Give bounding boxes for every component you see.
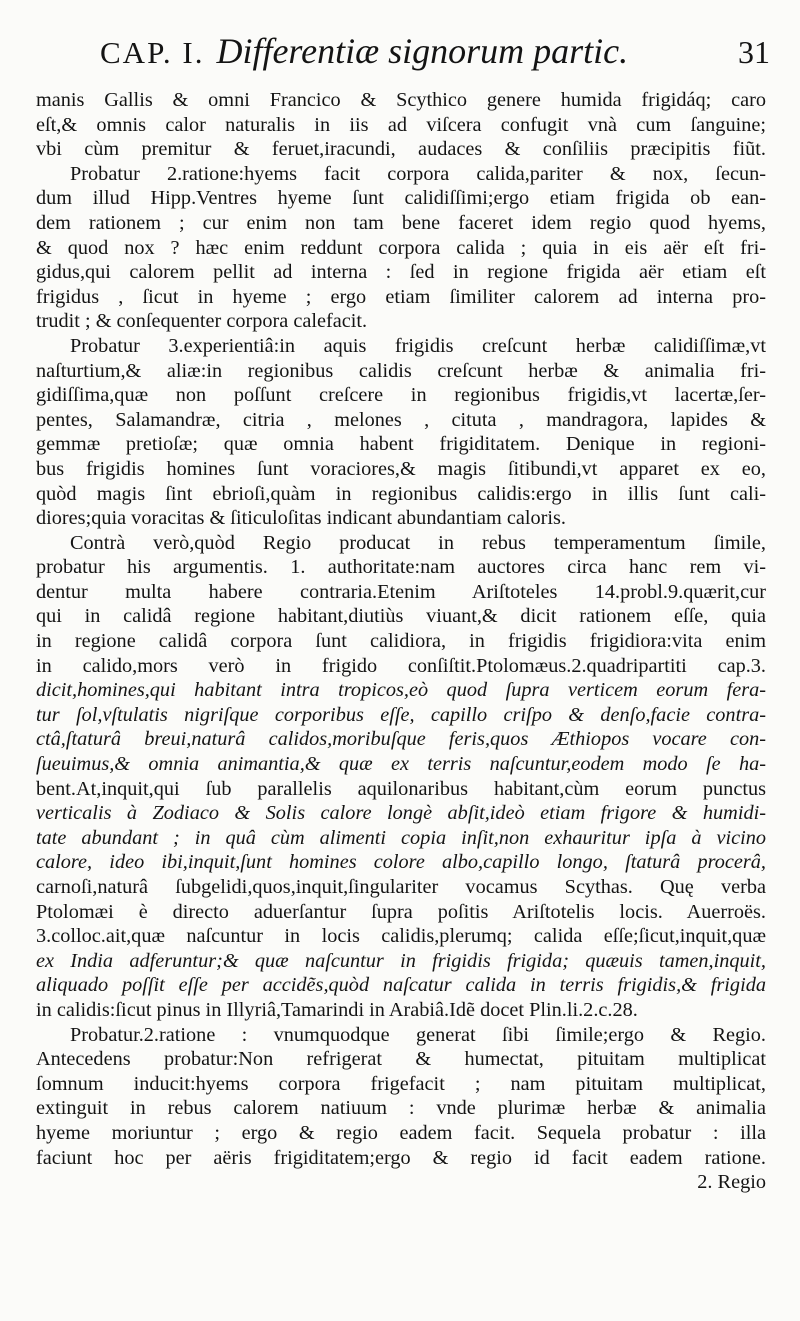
text-line: qui in calidâ regione habitant,diutiùs viuant,& dicit rationem eſſe, quia bbox=[36, 605, 766, 628]
text-line: in regione calidâ corpora ſunt calidiora, in frigidis frigidiora:vita enim bbox=[36, 630, 766, 653]
text-line: Probatur.2.ratione : vnumquodque generat ſibi ſimile;ergo & Regio. bbox=[70, 1023, 766, 1046]
text-line: dicit,homines,qui habitant intra tropicos,eò quod ſupra verticem eorum fera- bbox=[36, 679, 766, 702]
chapter-label: CAP. I. bbox=[100, 35, 205, 70]
text-line: diores;quia voracitas & ſiticuloſitas indicant abundantiam caloris. bbox=[36, 507, 566, 530]
text-line: gemmæ pretioſæ; quæ omnia habent frigiditatem. Denique in regioni- bbox=[36, 433, 766, 456]
text-line: in calido,mors verò in frigido conſiſtit.Ptolomæus.2.quadripartiti cap.3. bbox=[36, 654, 766, 677]
text-line: hyeme moriuntur ; ergo & regio eadem facit. Sequela probatur : illa bbox=[36, 1121, 766, 1144]
text-line: Probatur 2.ratione:hyems facit corpora calida,pariter & nox, ſecun- bbox=[70, 162, 766, 185]
text-line: probatur his argumentis. 1. authoritate:nam auctores circa hanc rem vi- bbox=[36, 556, 766, 579]
text-line: eſt,& omnis calor naturalis in iis ad viſcera confugit vnà cum ſanguine; bbox=[36, 113, 766, 136]
body-text bbox=[36, 88, 766, 1195]
text-line: tate abundant ; in quâ cùm alimenti copia inſit,non exhauritur ipſa à vicino bbox=[36, 826, 766, 849]
text-line: carnoſi,naturâ ſubgelidi,quos,inquit,ſingulariter vocamus Scythas. Quę verba bbox=[36, 876, 766, 898]
text-line: calore, ideo ibi,inquit,ſunt homines colore albo,capillo longo, ſtaturâ procerâ, bbox=[36, 851, 766, 874]
text-line: extinguit in rebus calorem natiuum : vnde plurimæ herbæ & animalia bbox=[36, 1097, 766, 1120]
text-line: 3.colloc.ait,quæ naſcuntur in locis calidis,plerumq; calida eſſe;ſicut,inquit,quæ bbox=[36, 925, 766, 948]
text-line: trudit ; & conſequenter corpora calefacit. bbox=[36, 310, 368, 333]
running-title: Differentiæ signorum partic. bbox=[216, 31, 629, 71]
text-line: verticalis à Zodiaco & Solis calore longè abſit,ideò etiam frigore & humidi- bbox=[36, 802, 766, 825]
text-line: faciunt hoc per aëris frigiditatem;ergo & regio id facit eadem ratione. bbox=[36, 1146, 766, 1169]
text-line: dentur multa habere contraria.Etenim Ariſtoteles 14.probl.9.quærit,cur bbox=[36, 580, 766, 603]
text-line: bent.At,inquit,qui ſub parallelis aquilonaribus habitant,cùm eorum punctus bbox=[36, 777, 766, 800]
text-line: manis Gallis & omni Francico & Scythico genere humida frigidáq; caro bbox=[36, 89, 766, 111]
catchword: 2. Regio bbox=[697, 1171, 766, 1194]
text-line: tur ſol,vſtulatis nigriſque corporibus eſſe, capillo criſpo & denſo,facie contra- bbox=[36, 703, 766, 726]
text-line: Probatur 3.experientiâ:in aquis frigidis creſcunt herbæ calidiſſimæ,vt bbox=[70, 334, 766, 357]
text-line: gidiſſima,quæ non poſſunt creſcere in regionibus frigidis,vt lacertæ,ſer- bbox=[36, 384, 766, 407]
text-line: frigidus , ſicut in hyeme ; ergo etiam ſimiliter calorem ad interna pro- bbox=[36, 285, 766, 308]
text-line: in calidis:ſicut pinus in Illyriâ,Tamarindi in Arabiâ.Idẽ docet Plin.li.2.c.28. bbox=[36, 998, 638, 1021]
text-line: ctâ,ſtaturâ breui,naturâ calidos,moribuſque feris,quos Æthiopos vocare con- bbox=[36, 728, 766, 751]
text-line: gidus,qui calorem pellit ad interna : ſed in regione frigida aër etiam eſt bbox=[36, 261, 766, 284]
running-header bbox=[100, 30, 770, 80]
text-line: ſomnum inducit:hyems corpora frigefacit ; nam pituitam multiplicat, bbox=[36, 1072, 766, 1095]
text-line: vbi cùm premitur & feruet,iracundi, audaces & conſiliis præcipitis fiũt. bbox=[36, 138, 766, 161]
text-line: Antecedens probatur:Non refrigerat & humectat, pituitam multiplicat bbox=[36, 1048, 766, 1071]
text-line: & quod nox ? hæc enim reddunt corpora calida ; quia in eis aër eſt fri- bbox=[36, 236, 766, 259]
text-line: aliquado poſſit eſſe per accidẽs,quòd naſcatur calida in terris frigidis,& frigida bbox=[36, 974, 766, 997]
text-line: dem rationem ; cur enim non tam bene faceret idem regio quod hyems, bbox=[36, 211, 766, 234]
text-line: quòd magis ſint ebrioſi,quàm in regionibus calidis:ergo in illis ſunt cali- bbox=[36, 482, 766, 505]
text-line: Ptolomæi è directo aduerſantur ſupra poſitis Ariſtotelis locis. Auerroës. bbox=[36, 900, 766, 923]
text-line: bus frigidis homines ſunt voraciores,& magis ſitibundi,vt apparet ex eo, bbox=[36, 457, 766, 480]
page-number: 31 bbox=[738, 34, 770, 70]
text-line: ſueuimus,& omnia animantia,& quæ ex terris naſcuntur,eodem modo ſe ha- bbox=[36, 753, 766, 776]
text-line: pentes, Salamandræ, citria , melones , cituta , mandragora, lapides & bbox=[36, 408, 766, 431]
text-line: naſturtium,& aliæ:in regionibus calidis creſcunt herbæ & animalia fri- bbox=[36, 359, 766, 382]
text-line: dum illud Hipp.Ventres hyeme ſunt calidiſſimi;ergo etiam frigida ob ean- bbox=[36, 187, 766, 210]
text-line: Contrà verò,quòd Regio producat in rebus temperamentum ſimile, bbox=[70, 531, 766, 554]
text-line: ex India adferuntur;& quæ naſcuntur in frigidis frigida; quæuis tamen,inquit, bbox=[36, 949, 766, 972]
